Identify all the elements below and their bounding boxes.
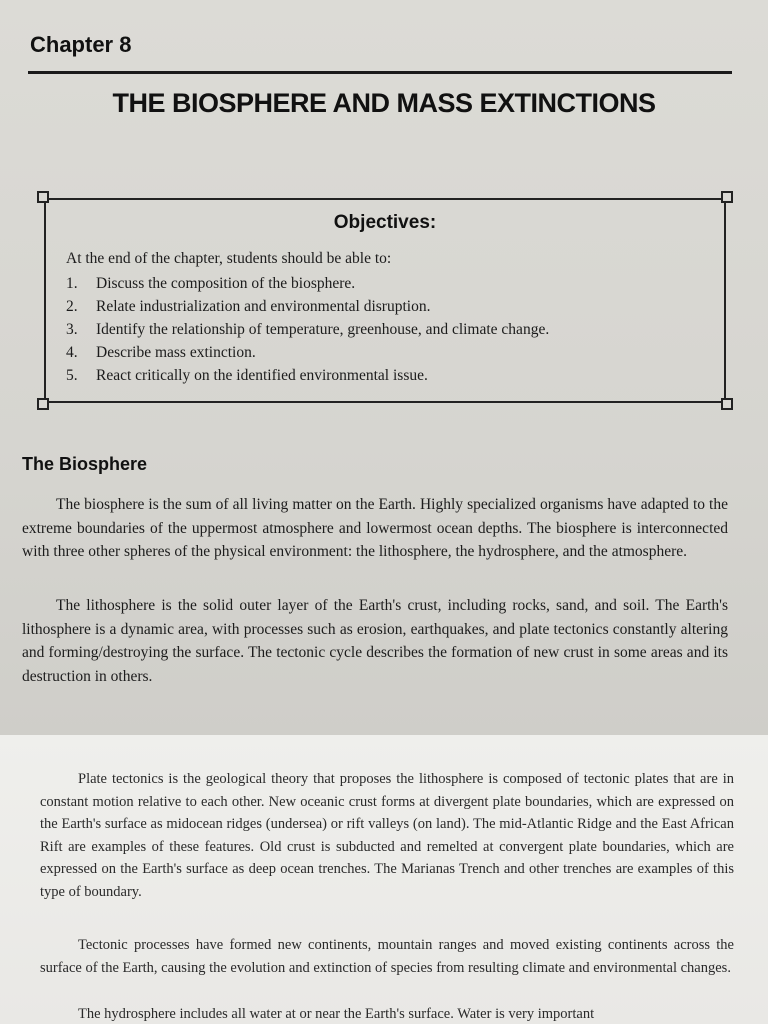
objective-item: 1. Discuss the composition of the biosphere. (66, 275, 356, 292)
objective-item: 5. React critically on the identified environmental issue. (66, 367, 428, 384)
corner-ornament-icon (721, 398, 733, 410)
body-paragraph: Plate tectonics is the geological theory that proposes the lithosphere is composed of tectonic plates that are in constant motion relative to each other. New oceanic crust forms at divergent plate boundaries, which are expressed on the Earth's surface as midocean ridges (undersea) or rift valleys (on land). The mid-Atlantic Ridge and the East African Rift are examples of these features. Old crust is subducted and remelted at convergent plate boundaries, which are expressed on the Earth's surface as deep ocean trenches. The Marianas Trench and other trenches are examples of this type of boundary. (40, 771, 734, 900)
objective-item: 3. Identify the relationship of temperature, greenhouse, and climate change. (66, 321, 550, 338)
chapter-label: Chapter 8 (30, 32, 132, 57)
corner-ornament-icon (37, 191, 49, 203)
section-heading: The Biosphere (22, 454, 148, 474)
body-paragraph: Tectonic processes have formed new continents, mountain ranges and moved existing continents across the surface of the Earth, causing the evolution and extinction of species from resulting climate and environmental changes. (40, 937, 734, 976)
corner-ornament-icon (721, 191, 733, 203)
corner-ornament-icon (37, 398, 49, 410)
objective-item: 4. Describe mass extinction. (66, 344, 256, 361)
body-paragraph: The lithosphere is the solid outer layer of the Earth's crust, including rocks, sand, and soil. The Earth's lithosphere is a dynamic area, with processes such as erosion, earthquakes, and plate tectonics constantly altering and forming/destroying the surface. The tectonic cycle describes the formation of new crust in some areas and its destruction in others. (22, 597, 728, 685)
objectives-box (44, 198, 726, 403)
chapter-rule (28, 71, 732, 74)
chapter-title: THE BIOSPHERE AND MASS EXTINCTIONS (112, 88, 656, 118)
objectives-intro: At the end of the chapter, students should be able to: (66, 250, 392, 267)
body-paragraph: The biosphere is the sum of all living matter on the Earth. Highly specialized organisms have adapted to the extreme boundaries of the uppermost atmosphere and lowermost ocean depths. The biosphere is interconnected with three other spheres of the physical environment: the lithosphere, the hydrosphere, and the atmosphere. (22, 496, 728, 560)
objective-item: 2. Relate industrialization and environmental disruption. (66, 298, 431, 315)
objectives-list (66, 272, 549, 387)
objectives-heading: Objectives: (333, 212, 437, 233)
cut-off-line: The hydrosphere includes all water at or near the Earth's surface. Water is very important (78, 1006, 595, 1022)
